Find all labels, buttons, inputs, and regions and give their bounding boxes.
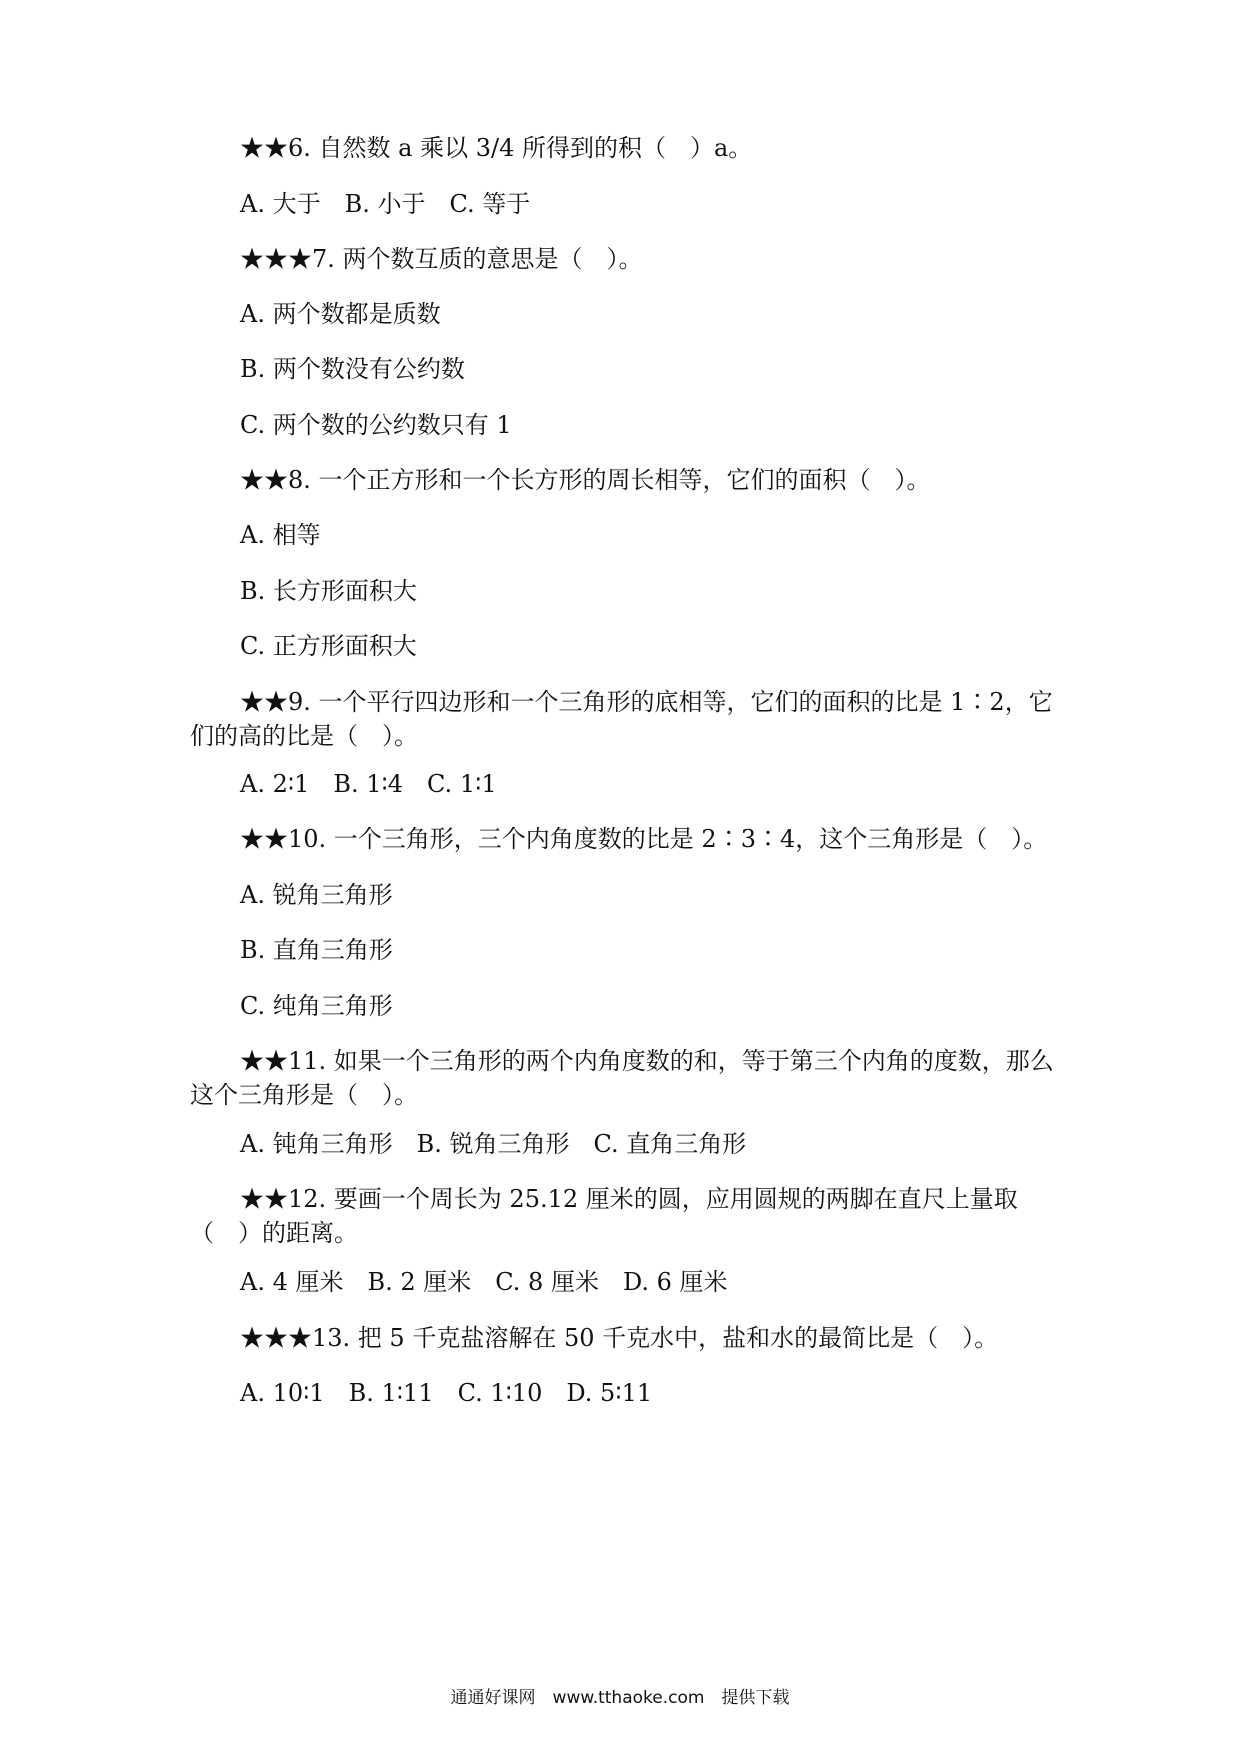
question-7-option-b: B. 两个数没有公约数: [240, 355, 465, 383]
question-8-option-c: C. 正方形面积大: [240, 632, 417, 660]
question-8-option-a: A. 相等: [240, 521, 321, 549]
question-13-options: A. 10∶1 B. 1∶11 C. 1∶10 D. 5∶11: [240, 1379, 653, 1407]
question-6-stem: ★★6. 自然数 a 乘以 3/4 所得到的积（ ）a。: [240, 134, 753, 162]
question-10-stem: ★★10. 一个三角形，三个内角度数的比是 2∶3∶4，这个三角形是（ ）。: [240, 825, 1048, 853]
question-10-option-c: C. 纯角三角形: [240, 992, 393, 1020]
question-11-stem: ★★11. 如果一个三角形的两个内角度数的和，等于第三个内角的度数，那么这个三角形是（ ）。: [190, 1047, 1054, 1109]
question-9-stem: ★★9. 一个平行四边形和一个三角形的底相等，它们的面积的比是 1∶2，它们的高的比是（ ）。: [190, 688, 1053, 750]
question-6-options: A. 大于 B. 小于 C. 等于: [240, 190, 531, 218]
question-12-options: A. 4 厘米 B. 2 厘米 C. 8 厘米 D. 6 厘米: [240, 1268, 728, 1296]
question-7-option-a: A. 两个数都是质数: [240, 300, 441, 328]
question-12-stem: ★★12. 要画一个周长为 25.12 厘米的圆，应用圆规的两脚在直尺上量取（ ）的距离。: [190, 1185, 1018, 1247]
question-11-options: A. 钝角三角形 B. 锐角三角形 C. 直角三角形: [240, 1130, 747, 1158]
question-10-option-a: A. 锐角三角形: [240, 881, 393, 909]
question-13-stem: ★★★13. 把 5 千克盐溶解在 50 千克水中，盐和水的最简比是（ ）。: [240, 1324, 999, 1352]
question-7-stem: ★★★7. 两个数互质的意思是（ ）。: [240, 245, 643, 273]
question-8-option-b: B. 长方形面积大: [240, 577, 417, 605]
question-10-option-b: B. 直角三角形: [240, 936, 393, 964]
page-footer: 通通好课网 www.tthaoke.com 提供下载: [450, 1688, 790, 1708]
question-9-options: A. 2∶1 B. 1∶4 C. 1∶1: [240, 770, 497, 798]
question-7-option-c: C. 两个数的公约数只有 1: [240, 411, 512, 439]
question-8-stem: ★★8. 一个正方形和一个长方形的周长相等，它们的面积（ ）。: [240, 466, 931, 494]
